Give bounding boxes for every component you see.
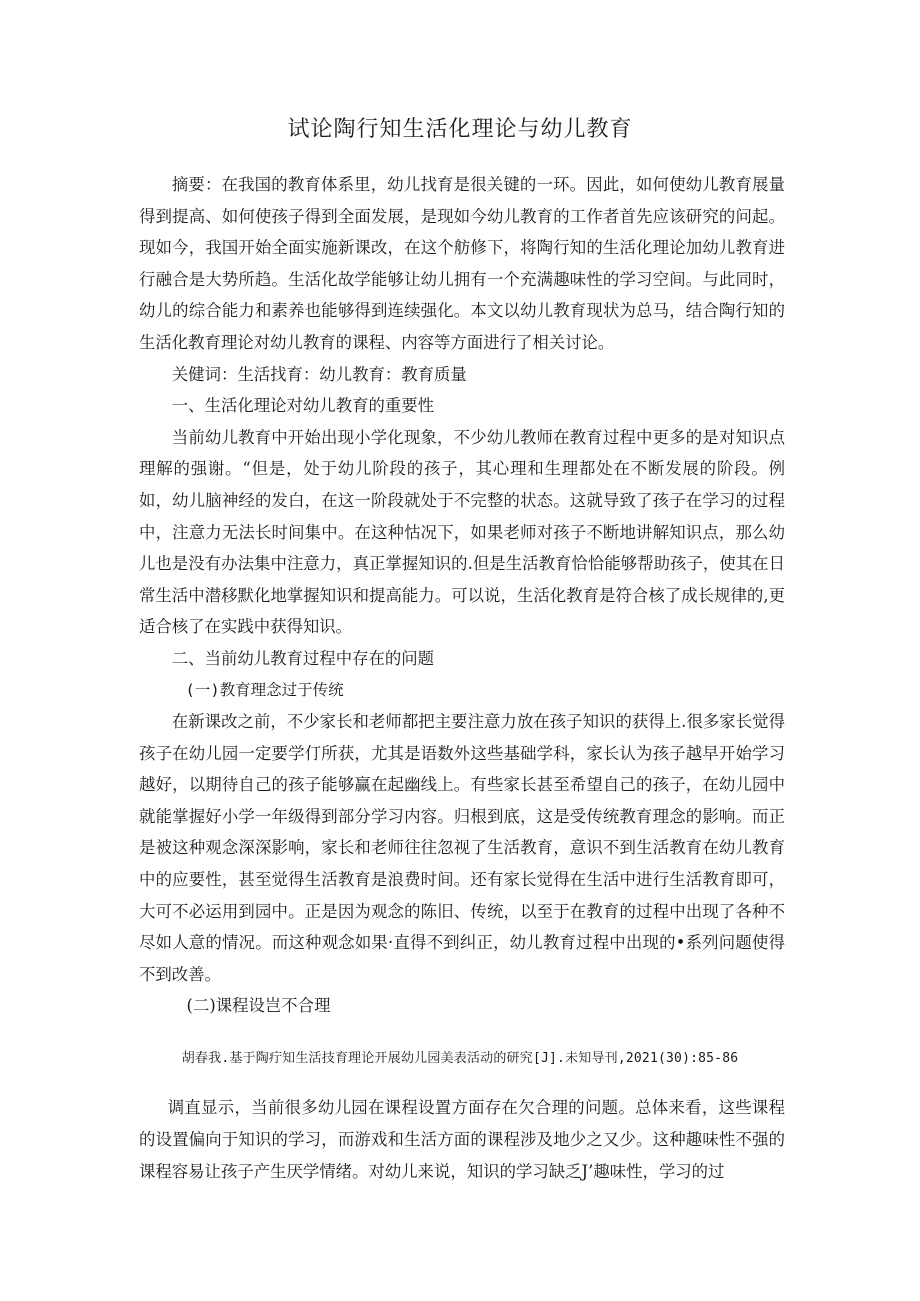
- document-title: 试论陶行知生活化理论与幼儿教育: [287, 117, 633, 142]
- continuation-text-block: [139, 1092, 785, 1188]
- section1-paragraph: 当前幼儿教育中开始出现小学化现象，不少幼儿教师在教育过程中更多的是对知识点理解的强谢。“但是，处于幼儿阶段的孩子，其心理和生理都处在不断发展的阶段。例如，幼儿脑神经的发白，在这一阶段就处于不完整的状态。这就导致了孩子在学习的过程中，注意力无法长时间集中。在这种怙况下，如果老师对孩子不断地讲解知识点，那么幼儿也是没有办法集中注意力，真正掌握知识的.但是生活教育恰恰能够帮助孩子，使其在日常生活中潜移默化地掌握知识和提高能力。可以说，生活化教育是符合核了成长规律的,更适合核了在实践中获得知识。: [139, 427, 785, 637]
- section2-heading: 二、当前幼儿教育过程中存在的问题: [171, 648, 435, 668]
- subsection1-heading: (一)教育理念过于传统: [185, 680, 344, 699]
- main-text-block: [139, 169, 785, 1022]
- reference-citation: 胡春我.基于陶疔知生活技育理论开展幼儿园美表活动的研究[J].未知导刊,2021(30):85-86: [181, 1051, 739, 1066]
- abstract-paragraph: 摘要：在我国的教育体系里，幼儿找育是很关键的一环。因此，如何使幼儿教育展量得到提高、如何使孩子得到全面发展，是现如今幼儿教育的工作者首先应该研究的问起。现如今，我国开始全面实施新课改，在这个舫修下，将陶行知的生活化理论加幼儿教育进行融合是大势所趋。生活化故学能够让幼儿拥有一个充满趣味性的学习空间。与此同时，幼儿的综合能力和素养也能够得到连续强化。本文以幼儿教育现状为总马，结合陶行知的生活化教育理论对幼儿教育的课程、内容等方面进行了相关讨论。: [139, 175, 785, 352]
- subsection1-paragraph: 在新课改之前，不少家长和老师都把主要注意力放在孩子知识的获得上.很多家长觉得孩子在幼儿园一定要学仃所获，尤其是语数外这些基础学科，家长认为孩子越早开始学习越好，以期待自己的孩子能够赢在起幽线上。有些家长甚至希望自己的孩子，在幼儿园中就能掌握好小学一年级得到部分学习内容。归根到底，这是受传统教育理念的影响。而正是被这种观念深深影响，家长和老师往往忽视了生活教育，意识不到生活教育在幼儿教育中的应要性，甚至觉得生活教育是浪费时间。还有家长觉得在生活中进行生活教育即可，大可不必运用到园中。正是因为观念的陈旧、传统，以至于在教育的过程中出现了各种不尽如人意的情况。而这种观念如果·直得不到纠正，幼儿教育过程中出现的•系列问题使得不到改善。: [139, 712, 785, 984]
- section1-heading: 一、生活化理论对幼儿教育的重要性: [171, 396, 435, 416]
- subsection2-paragraph: 调直显示，当前很多幼儿园在课程设置方面存在欠合理的问题。总体来看，这些课程的设置偏向于知识的学习，而游戏和生活方面的课程涉及地少之又少。这种趣味性不强的课程容易让孩子产生厌学情绪。对幼儿来说，知识的学习缺乏J’趣味性，学习的过: [139, 1098, 785, 1181]
- keywords-line: 关健词：生活找育：幼儿教育：教育质量: [171, 364, 467, 384]
- subsection2-heading: (二)课程设岂不合理: [186, 996, 331, 1016]
